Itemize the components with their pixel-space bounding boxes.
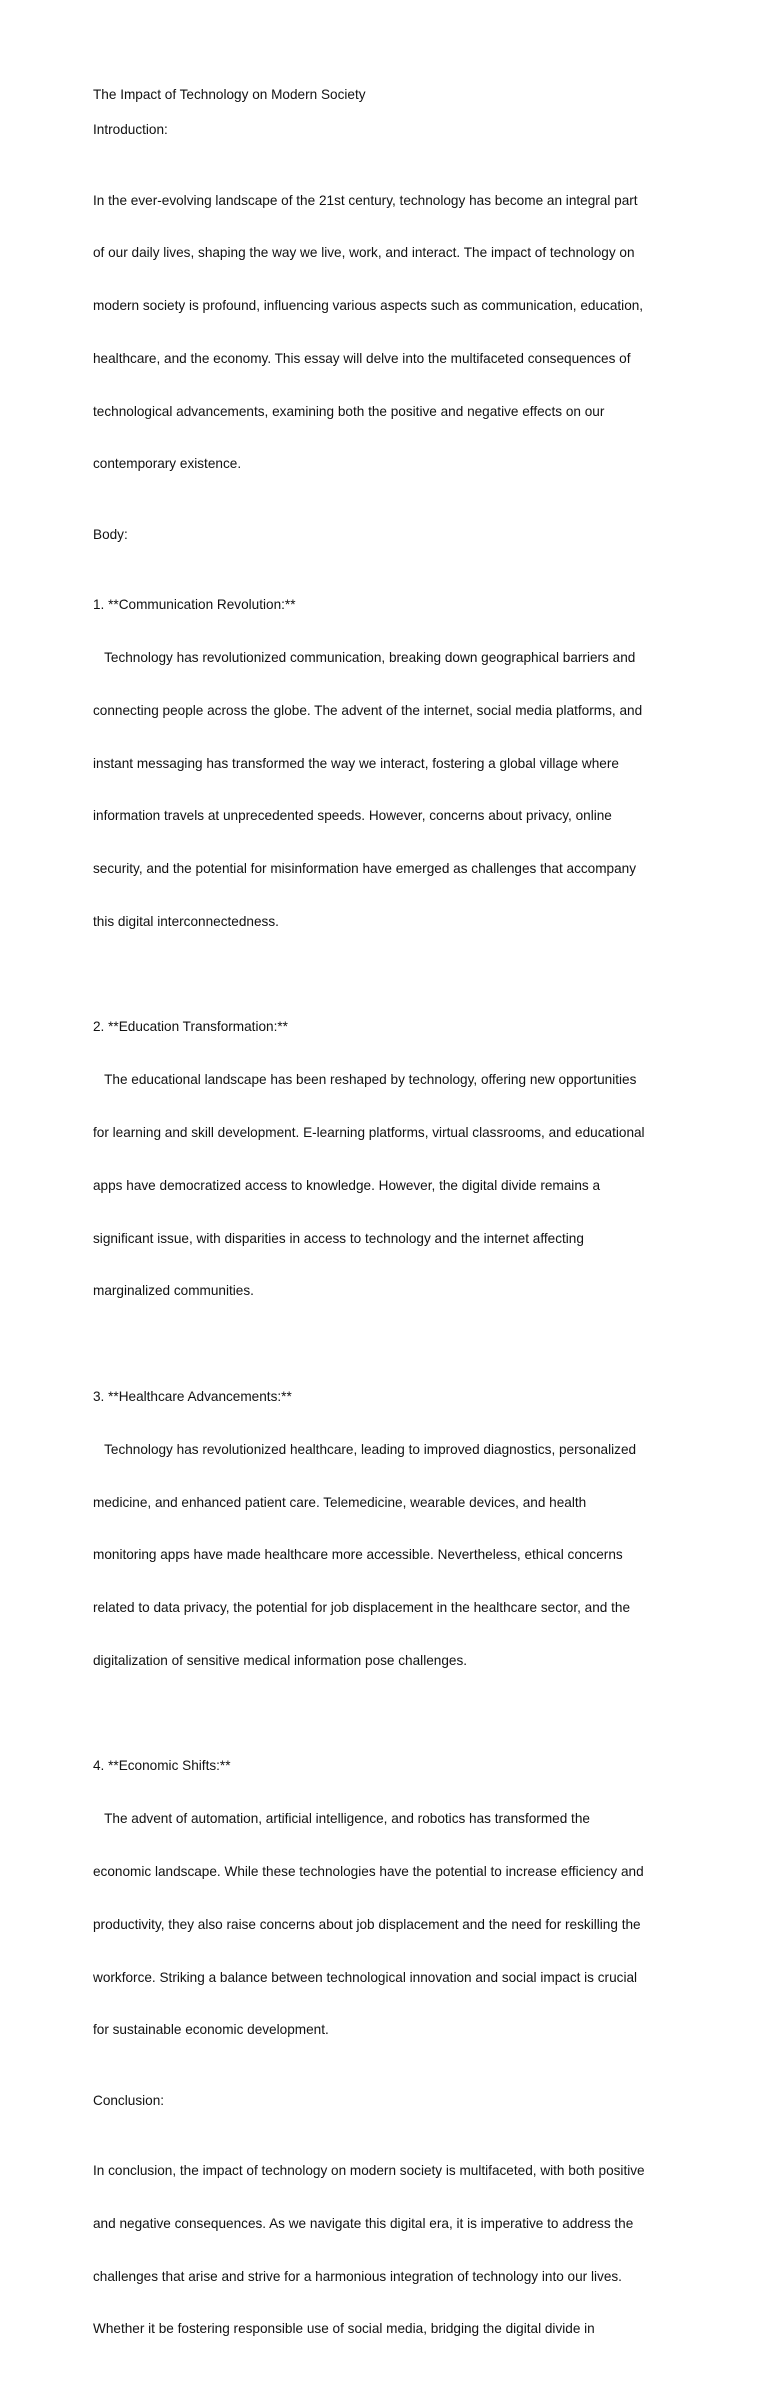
text-line: The advent of automation, artificial intelligence, and robotics has transformed the [93,1811,590,1827]
section-communication [93,561,683,966]
text-line: instant messaging has transformed the way we interact, fostering a global village where [93,755,619,771]
section-economic [93,1722,683,2074]
text-line: apps have democratized access to knowledge. However, the digital divide remains a [93,1177,601,1193]
document-title: The Impact of Technology on Modern Society [93,87,366,102]
text-line: of our daily lives, shaping the way we live, work, and interact. The impact of technology on [93,245,635,261]
text-line: connecting people across the globe. The advent of the internet, social media platforms, and [93,702,643,718]
text-line: productivity, they also raise concerns about job displacement and the need for reskilling the [93,1916,641,1932]
section-heading: 2. **Education Transformation:** [93,1019,288,1035]
text-line: digitalization of sensitive medical information pose challenges. [93,1652,468,1668]
text-line: economic landscape. While these technologies have the potential to increase efficiency and [93,1863,644,1879]
text-line: this digital interconnectedness. [93,913,279,929]
intro-paragraph [93,156,683,508]
text-line: technological advancements, examining both the positive and negative effects on our [93,403,605,419]
text-line: information travels at unprecedented speeds. However, concerns about privacy, online [93,808,612,824]
section-education [93,983,683,1335]
text-line: medicine, and enhanced patient care. Telemedicine, wearable devices, and health [93,1494,587,1510]
intro-heading: Introduction: [93,122,168,138]
text-line: In conclusion, the impact of technology on modern society is multifaceted, with both positive [93,2163,645,2179]
text-line: In the ever-evolving landscape of the 21st century, technology has become an integral part [93,192,638,208]
text-line: monitoring apps have made healthcare more accessible. Nevertheless, ethical concerns [93,1547,623,1563]
text-line: healthcare, and the economy. This essay will delve into the multifaceted consequences of [93,350,631,366]
text-line: for learning and skill development. E-learning platforms, virtual classrooms, and educational [93,1125,645,1141]
text-line: related to data privacy, the potential for job displacement in the healthcare sector, and the [93,1600,631,1616]
text-line: The educational landscape has been reshaped by technology, offering new opportunities [93,1072,637,1088]
text-line: Whether it be fostering responsible use of social media, bridging the digital divide in [93,2321,595,2337]
section-heading: 1. **Communication Revolution:** [93,597,296,613]
text-line: contemporary existence. [93,456,242,472]
text-line: challenges that arise and strive for a harmonious integration of technology into our lives. [93,2268,622,2284]
conclusion-heading: Conclusion: [93,2092,165,2108]
section-healthcare [93,1353,683,1705]
body-heading: Body: [93,526,128,542]
text-line: Technology has revolutionized communication, breaking down geographical barriers and [93,650,636,665]
text-line: for sustainable economic development. [93,2022,329,2038]
section-heading: 3. **Healthcare Advancements:** [93,1388,292,1404]
section-heading: 4. **Economic Shifts:** [93,1758,231,1774]
text-line: Technology has revolutionized healthcare, leading to improved diagnostics, personalized [93,1441,637,1457]
text-line: security, and the potential for misinformation have emerged as challenges that accompany [93,861,637,877]
text-line: marginalized communities. [93,1283,254,1299]
text-line: modern society is profound, influencing various aspects such as communication, education, [93,298,644,314]
conclusion-paragraph [93,2127,683,2373]
text-line: workforce. Striking a balance between technological innovation and social impact is crucial [93,1969,638,1985]
text-line: and negative consequences. As we navigate this digital era, it is imperative to address the [93,2215,634,2231]
text-line: significant issue, with disparities in access to technology and the internet affecting [93,1230,584,1246]
document-page [93,86,683,2391]
